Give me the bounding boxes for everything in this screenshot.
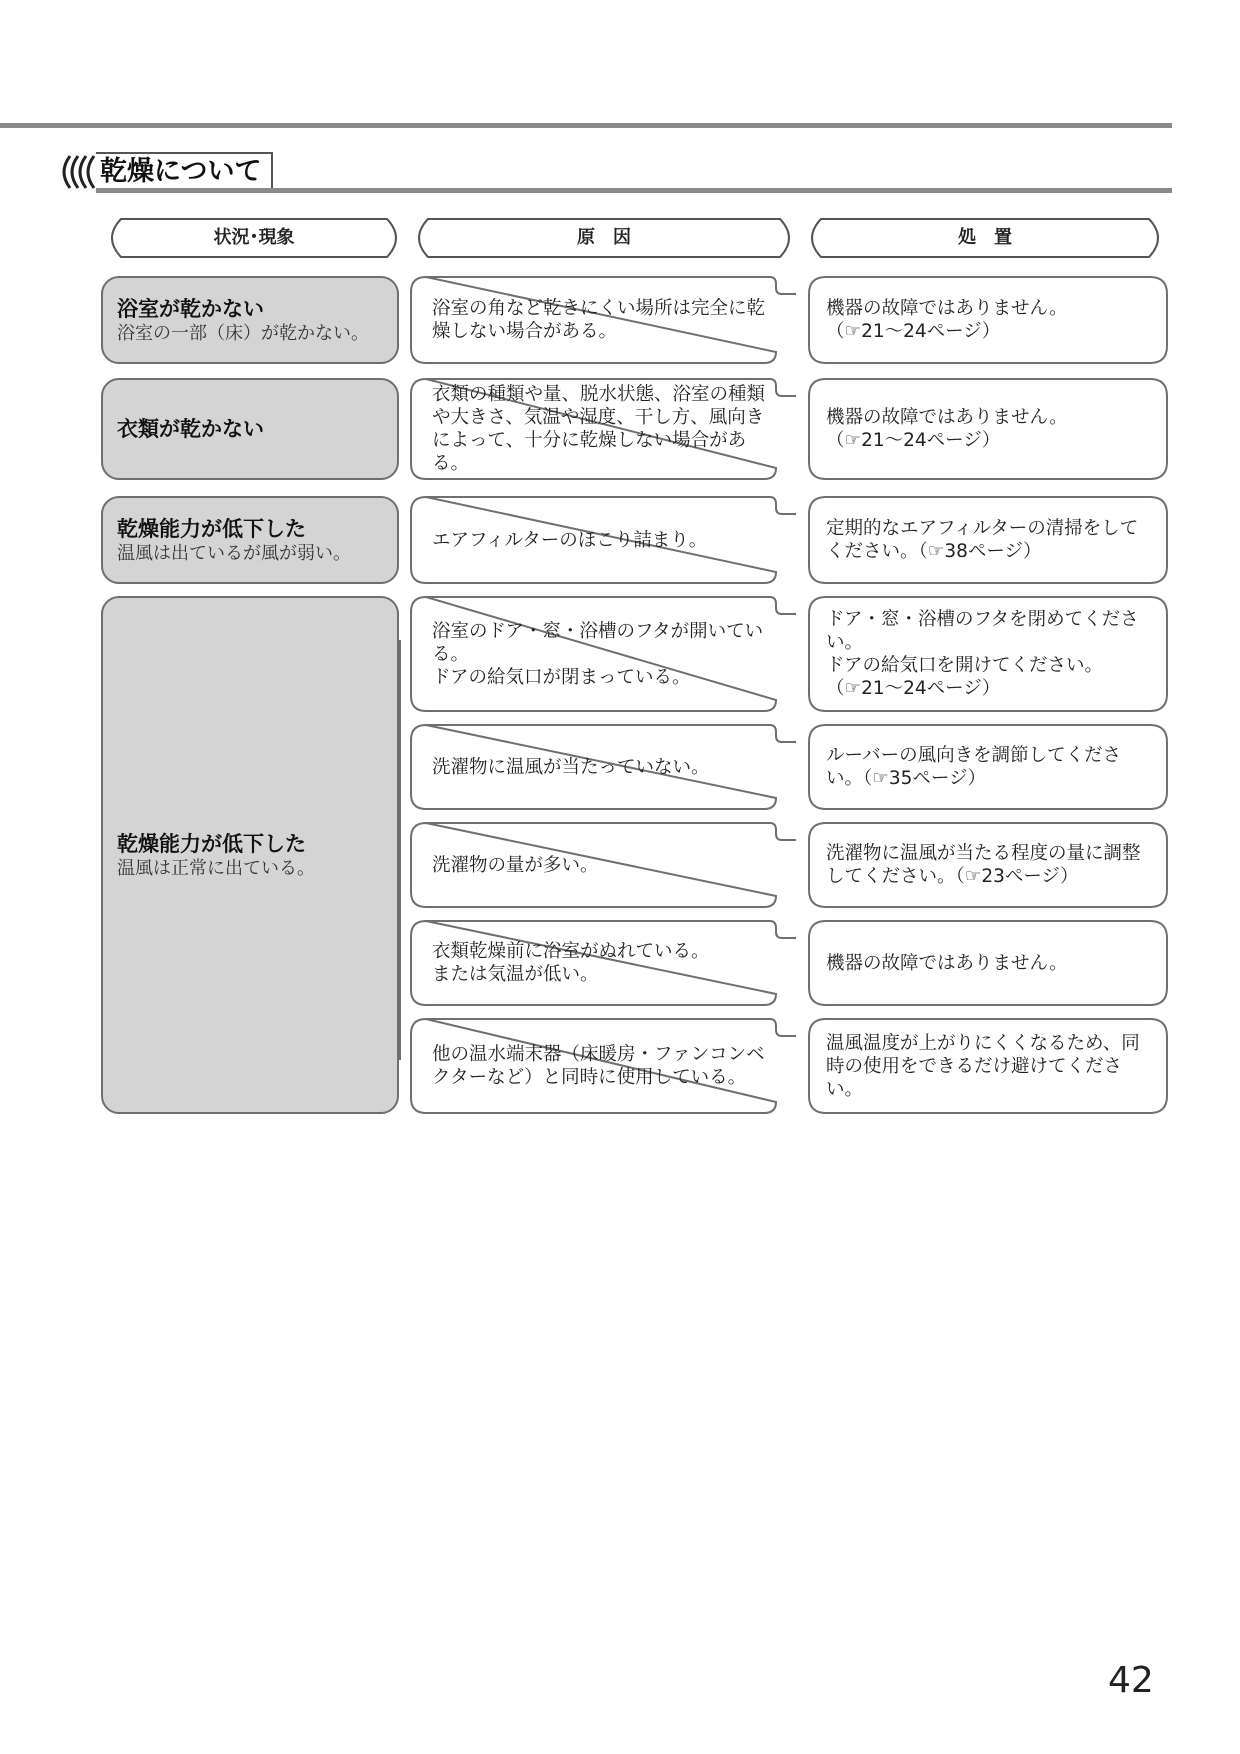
remedy-text: 機器の故障ではありません。 （☞21～24ページ）	[826, 298, 1068, 342]
symptom-main: 乾燥能力が低下した	[117, 832, 306, 856]
section-title: 乾燥について	[96, 152, 273, 190]
remedy-cell	[808, 276, 1168, 364]
remedy-text: 洗濯物に温風が当たる程度の量に調整してください。（☞23ページ）	[826, 843, 1141, 887]
cause-cell	[410, 1018, 798, 1114]
remedy-cell	[808, 596, 1168, 712]
symptom-row-1	[101, 276, 399, 364]
header-cause	[408, 218, 800, 258]
page-number: 42	[1108, 1660, 1154, 1701]
cause-cell	[410, 276, 798, 364]
heading-chevrons-icon	[56, 154, 96, 190]
cause-cell	[410, 596, 798, 712]
symptom-main: 衣類が乾かない	[117, 417, 264, 441]
symptom-sub: 浴室の一部（床）が乾かない。	[117, 323, 369, 344]
remedy-text: 温風温度が上がりにくくなるため、同時の使用をできるだけ避けてください。	[826, 1032, 1140, 1100]
cause-cell	[410, 378, 798, 480]
header-cause-label: 原 因	[577, 227, 631, 248]
cause-cell	[410, 724, 798, 810]
header-symptom-label: 状況･現象	[213, 227, 295, 248]
section-heading	[56, 152, 1172, 194]
cause-text: 洗濯物に温風が当たっていない。	[432, 756, 710, 778]
top-rule	[0, 123, 1172, 128]
remedy-cell	[808, 724, 1168, 810]
remedy-cell	[808, 378, 1168, 480]
cause-text: エアフィルターのほこり詰まり。	[432, 529, 708, 551]
symptom-sub: 温風は正常に出ている。	[117, 858, 315, 879]
remedy-cell	[808, 1018, 1168, 1114]
remedy-text: 機器の故障ではありません。 （☞21～24ページ）	[826, 407, 1068, 451]
remedy-text: 定期的なエアフィルターの清掃をしてください。（☞38ページ）	[826, 518, 1139, 562]
cause-text: 衣類乾燥前に浴室がぬれている。 または気温が低い。	[432, 941, 710, 985]
header-symptom	[101, 218, 407, 258]
symptom-row-4	[101, 596, 399, 1114]
cause-text: 浴室の角など乾きにくい場所は完全に乾燥しない場合がある。	[432, 298, 766, 342]
remedy-cell	[808, 920, 1168, 1006]
cause-text: 衣類の種類や量、脱水状態、浴室の種類や大きさ、気温や湿度、干し方、風向きによって、十分に乾燥しない場合がある。	[432, 384, 766, 474]
symptom-main: 乾燥能力が低下した	[117, 517, 306, 541]
remedy-text: ドア・窓・浴槽のフタを閉めてください。 ドアの給気口を開けてください。 （☞21～24ページ）	[826, 609, 1139, 699]
symptom-sub: 温風は出ているが風が弱い。	[117, 543, 351, 564]
symptom-row-2	[101, 378, 399, 480]
cause-cell	[410, 920, 798, 1006]
remedy-text: 機器の故障ではありません。	[826, 952, 1068, 974]
cause-text: 浴室のドア・窓・浴槽のフタが開いている。 ドアの給気口が閉まっている。	[432, 620, 764, 688]
header-remedy-label: 処 置	[958, 227, 1012, 248]
cause-text: 他の温水端末器（床暖房・ファンコンベクターなど）と同時に使用している。	[432, 1044, 765, 1088]
header-remedy	[801, 218, 1169, 258]
remedy-cell	[808, 822, 1168, 908]
cause-text: 洗濯物の量が多い。	[432, 854, 599, 876]
symptom-main: 浴室が乾かない	[117, 297, 264, 321]
remedy-cell	[808, 496, 1168, 584]
symptom-row-3	[101, 496, 399, 584]
cause-cell	[410, 822, 798, 908]
cause-cell	[410, 496, 798, 584]
remedy-text: ルーバーの風向きを調節してください。（☞35ページ）	[826, 745, 1122, 789]
section-title-rule	[96, 188, 1172, 193]
